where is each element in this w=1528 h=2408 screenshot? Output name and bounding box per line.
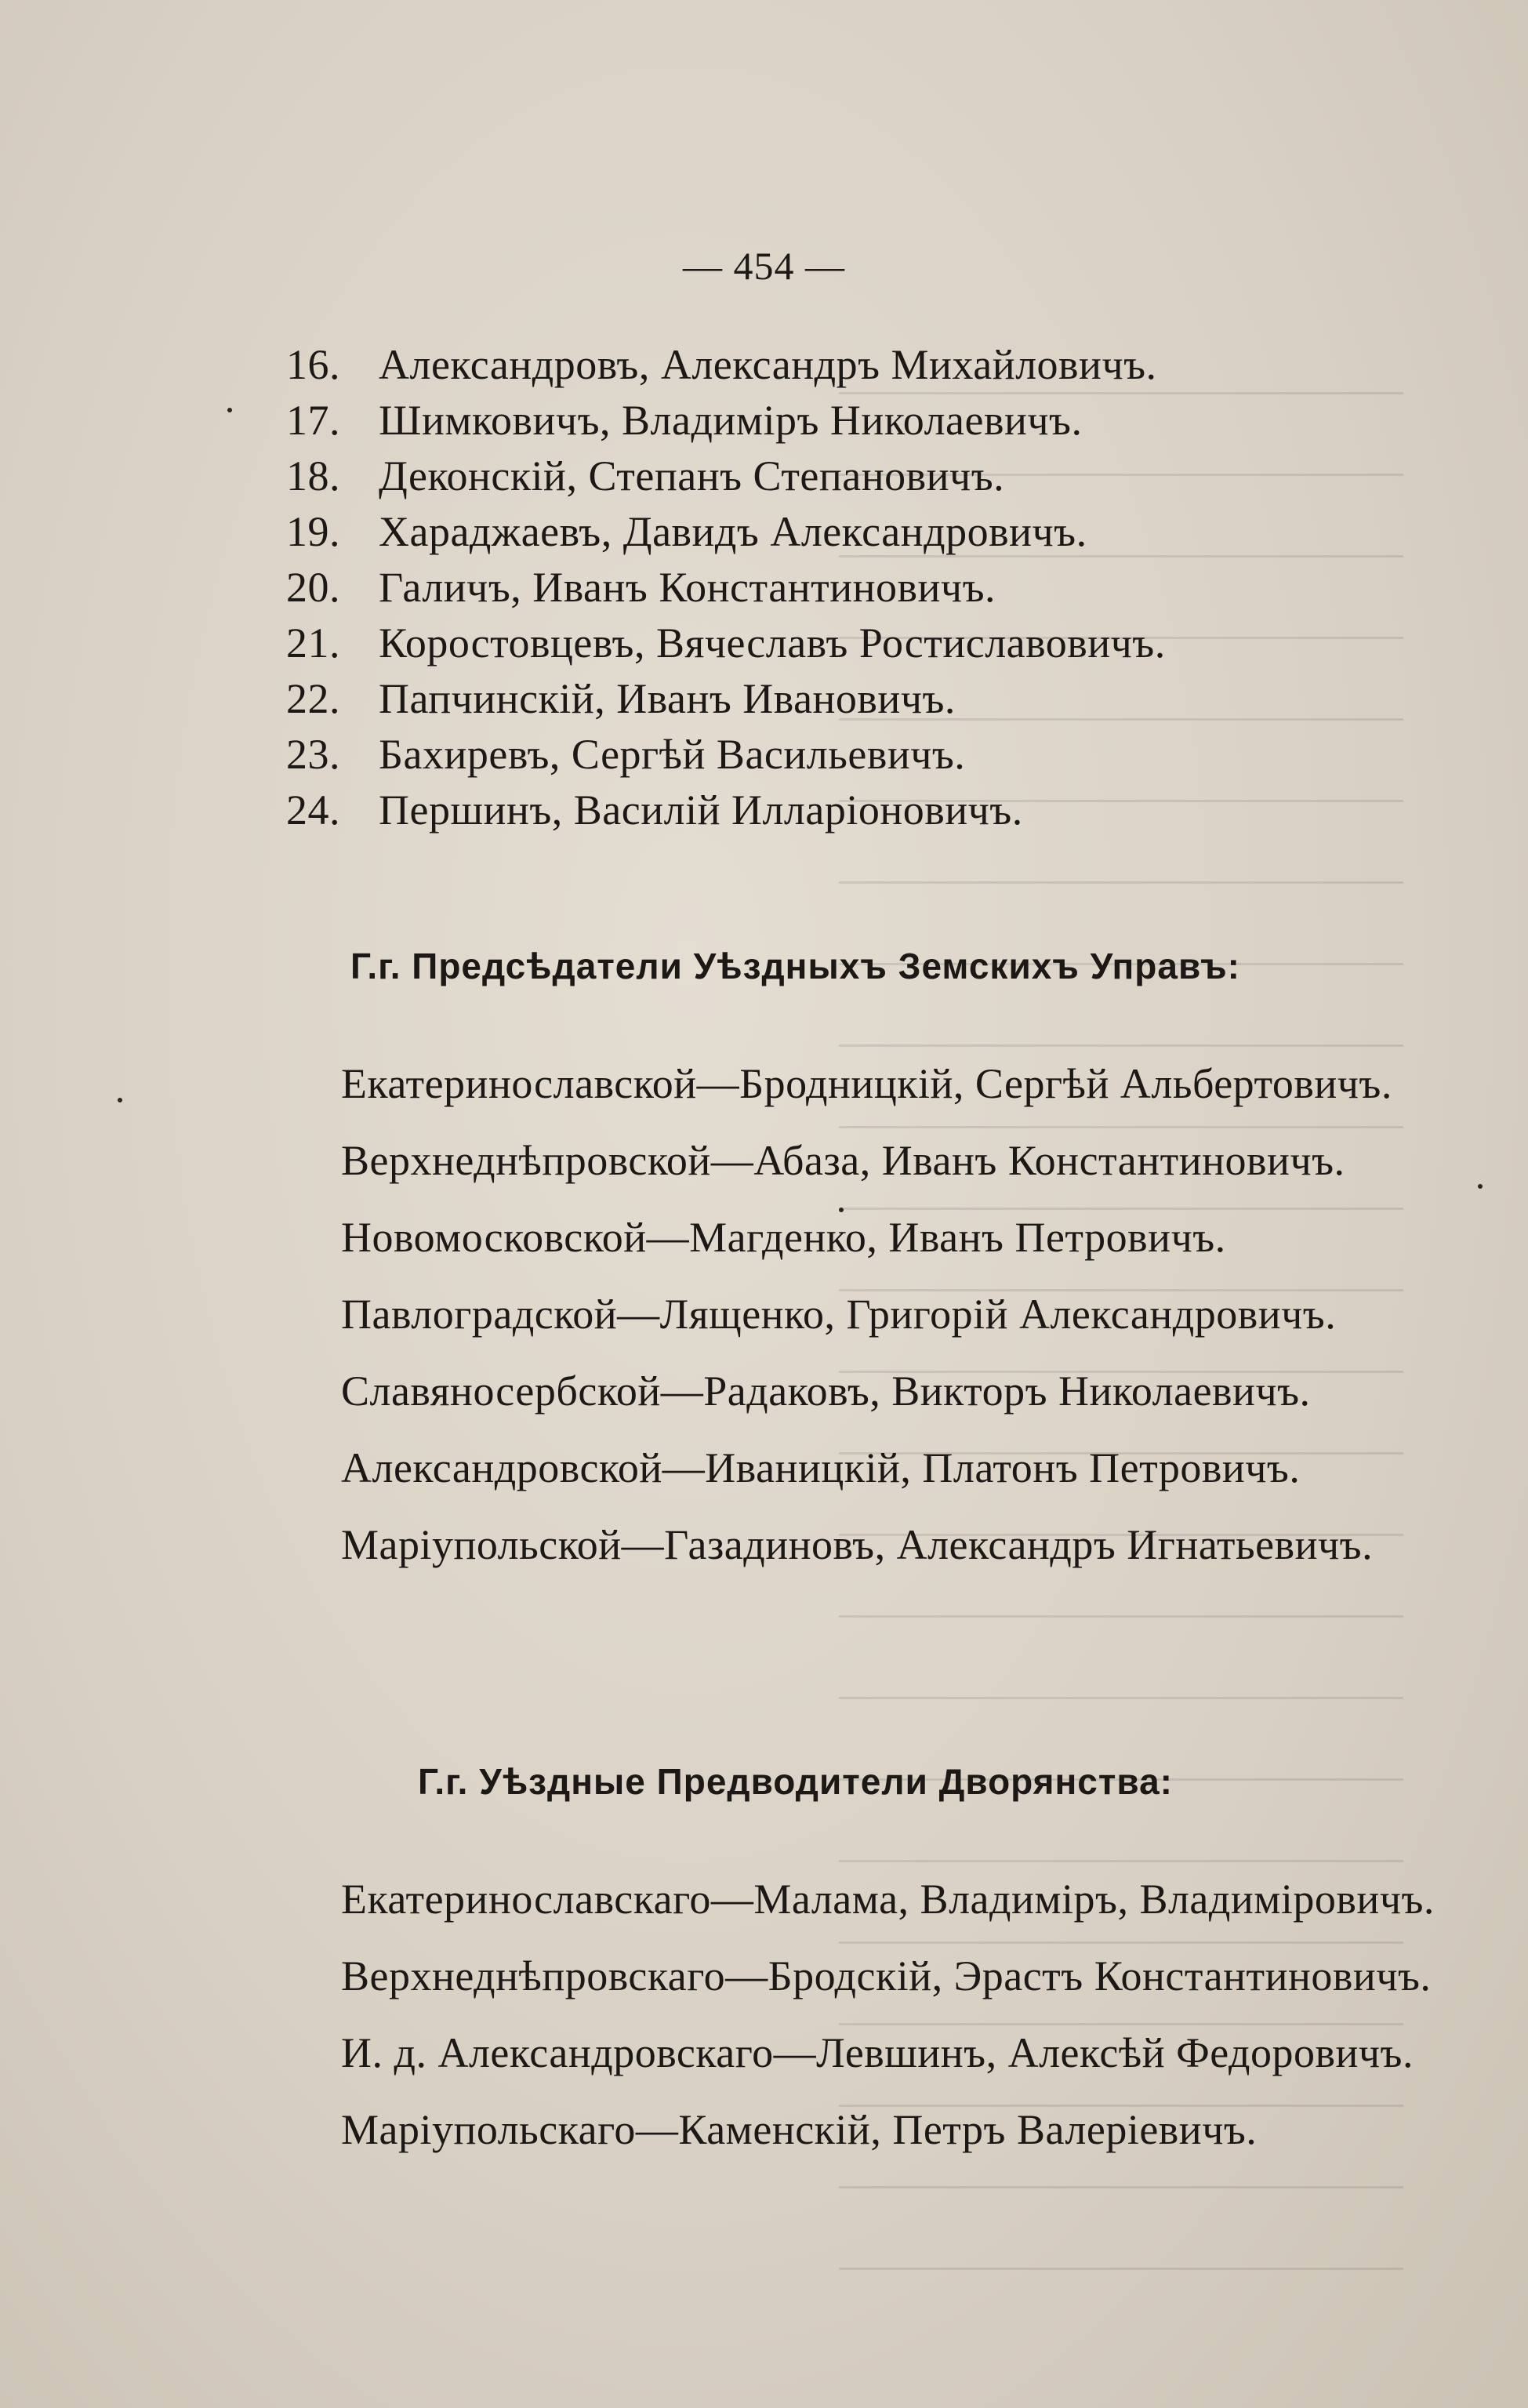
item-number: 21.	[286, 619, 340, 666]
item-text: Папчинскій, Иванъ Ивановичъ.	[379, 675, 956, 722]
list-item	[286, 393, 1166, 449]
nobility-marshals-list	[251, 1861, 1490, 2168]
ink-speck	[227, 408, 232, 412]
section-heading-zemstvo-chairmen: Г.г. Предсѣдатели Уѣздныхъ Земскихъ Управъ:	[350, 946, 1240, 986]
item-text: Бахиревъ, Сергѣй Васильевичъ.	[379, 731, 966, 778]
zemstvo-chairmen-list	[251, 1045, 1490, 1583]
list-item	[286, 504, 1166, 560]
marshal-entry: Верхнеднѣпровскаго—Бродскій, Эрастъ Константиновичъ.	[341, 1952, 1432, 1999]
page-number: — 454 —	[683, 244, 845, 288]
section-heading-nobility-marshals: Г.г. Уѣздные Предводители Дворянства:	[418, 1761, 1173, 1802]
marshal-entry: Маріупольскаго—Каменскій, Петръ Валеріевичъ.	[341, 2106, 1258, 2153]
list-item	[286, 727, 1166, 783]
item-text: Александровъ, Александръ Михайловичъ.	[379, 341, 1157, 388]
numbered-list	[286, 337, 1166, 838]
list-item	[286, 783, 1166, 838]
item-number: 22.	[286, 675, 340, 722]
item-text: Шимковичъ, Владиміръ Николаевичъ.	[379, 397, 1083, 444]
chairman-entry: Павлоградской—Лященко, Григорій Александровичъ.	[341, 1291, 1337, 1338]
item-text: Першинъ, Василій Илларіоновичъ.	[379, 786, 1023, 834]
list-item	[286, 449, 1166, 504]
list-item	[286, 337, 1166, 393]
list-item	[286, 616, 1166, 671]
chairman-entry: Верхнеднѣпровской—Абаза, Иванъ Константиновичъ.	[341, 1137, 1345, 1184]
item-number: 18.	[286, 452, 340, 499]
chairman-entry: Маріупольской—Газадиновъ, Александръ Игнатьевичъ.	[341, 1521, 1374, 1568]
list-item	[286, 560, 1166, 616]
item-text: Галичъ, Иванъ Константиновичъ.	[379, 564, 996, 611]
chairman-entry: Александровской—Иваницкій, Платонъ Петровичъ.	[341, 1444, 1301, 1491]
item-number: 24.	[286, 786, 340, 834]
chairman-entry: Славяносербской—Радаковъ, Викторъ Николаевичъ.	[341, 1367, 1311, 1415]
item-number: 19.	[286, 508, 340, 555]
marshal-entry: Екатеринославскаго—Малама, Владиміръ, Владиміровичъ.	[341, 1876, 1435, 1923]
ink-speck	[118, 1098, 122, 1102]
item-number: 17.	[286, 397, 340, 444]
marshal-entry: И. д. Александровскаго—Левшинъ, Алексѣй Федоровичъ.	[341, 2029, 1414, 2076]
ink-speck	[839, 1208, 844, 1212]
item-number: 16.	[286, 341, 340, 388]
list-item	[286, 671, 1166, 727]
chairman-entry: Екатеринославской—Бродницкій, Сергѣй Альбертовичъ.	[341, 1060, 1392, 1107]
chairman-entry: Новомосковской—Магденко, Иванъ Петровичъ.	[341, 1214, 1226, 1261]
ink-speck	[1478, 1184, 1483, 1189]
item-text: Коростовцевъ, Вячеславъ Ростиславовичъ.	[379, 619, 1166, 666]
item-text: Деконскій, Степанъ Степановичъ.	[379, 452, 1005, 499]
item-number: 20.	[286, 564, 340, 611]
item-number: 23.	[286, 731, 340, 778]
item-text: Хараджаевъ, Давидъ Александровичъ.	[379, 508, 1087, 555]
